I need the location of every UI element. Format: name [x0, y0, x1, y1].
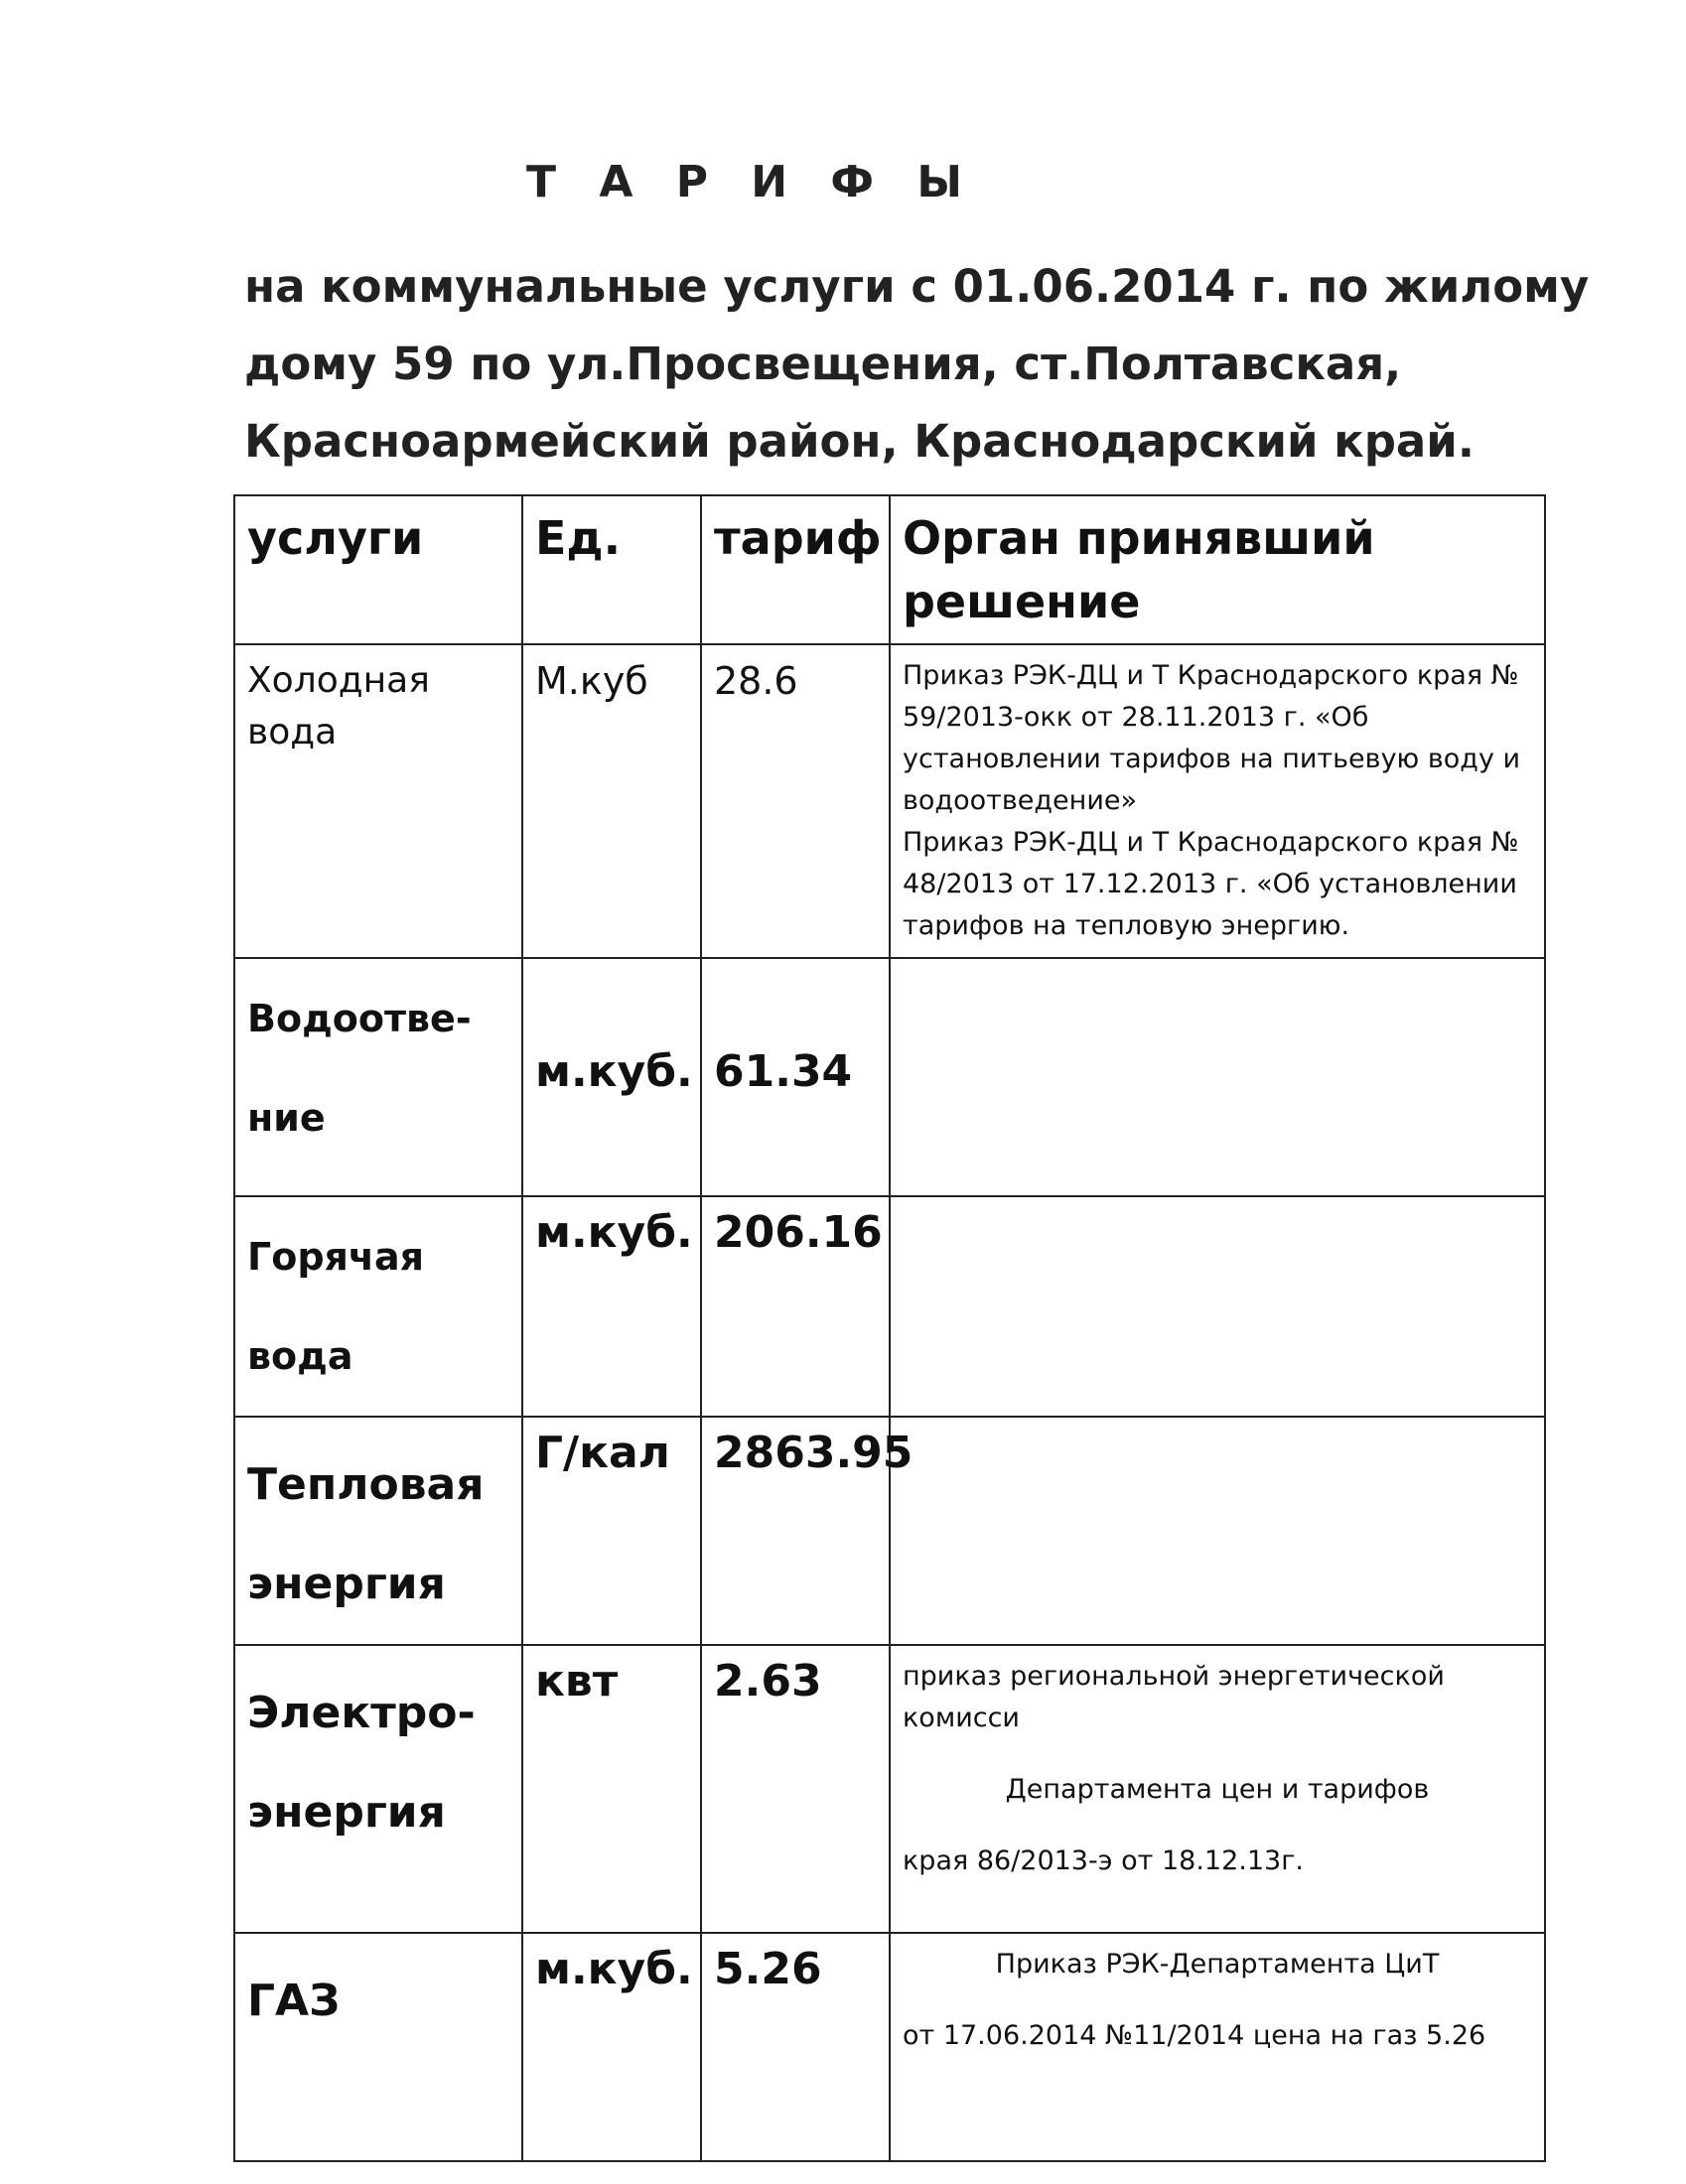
subtitle-line-1: на коммунальные услуги с 01.06.2014 г. по жилому	[244, 260, 1590, 313]
unit-cell: м.куб.	[522, 958, 701, 1196]
tariff-cell: 28.6	[701, 644, 890, 958]
subtitle-line-3: Красноармейский район, Краснодарский край.	[244, 415, 1475, 468]
authority-cell	[890, 644, 1545, 958]
authority-line: от 17.06.2014 №11/2014 цена на газ 5.26	[903, 2020, 1486, 2051]
authority-line: Приказ РЭК-Департамента ЦиТ	[995, 1949, 1440, 1979]
authority-cell	[890, 1417, 1545, 1645]
authority-cell	[890, 1933, 1545, 2161]
header-authority: Орган принявший решение	[890, 495, 1545, 644]
tariff-cell: 2.63	[701, 1645, 890, 1933]
table-row	[234, 958, 1545, 1196]
authority-line: Приказ РЭК-ДЦ и Т Краснодарского края № 48/2013 от 17.12.2013 г. «Об установлении тарифов на тепловую энергию.	[903, 827, 1519, 941]
authority-line: приказ региональной энергетической комисси	[903, 1661, 1445, 1733]
authority-cell	[890, 1645, 1545, 1933]
header-service: услуги	[234, 495, 522, 644]
tariff-cell: 5.26	[701, 1933, 890, 2161]
tariff-cell: 61.34	[701, 958, 890, 1196]
authority-line: края 86/2013-э от 18.12.13г.	[903, 1845, 1304, 1876]
service-cell: Тепловая энергия	[234, 1417, 522, 1645]
service-cell: Водоотве-ние	[234, 958, 522, 1196]
table-row	[234, 1933, 1545, 2161]
service-cell: Электро-энергия	[234, 1645, 522, 1933]
document-subtitle	[244, 248, 1590, 480]
authority-line: Приказ РЭК-ДЦ и Т Краснодарского края № 59/2013-окк от 28.11.2013 г. «Об установлении тарифов на питьевую воду и водоотведение»	[903, 660, 1521, 816]
header-tariff: тариф	[701, 495, 890, 644]
tariff-cell: 206.16	[701, 1196, 890, 1417]
authority-line: Департамента цен и тарифов	[1005, 1774, 1430, 1805]
unit-cell: м.куб.	[522, 1196, 701, 1417]
table-row	[234, 644, 1545, 958]
unit-cell: м.куб.	[522, 1933, 701, 2161]
authority-cell	[890, 958, 1545, 1196]
subtitle-line-2: дому 59 по ул.Просвещения, ст.Полтавская,	[244, 338, 1402, 390]
tariff-cell: 2863.95	[701, 1417, 890, 1645]
unit-cell: квт	[522, 1645, 701, 1933]
unit-cell: Г/кал	[522, 1417, 701, 1645]
table-row	[234, 1417, 1545, 1645]
tariffs-table	[233, 494, 1546, 2162]
table-row	[234, 1196, 1545, 1417]
table-row	[234, 1645, 1545, 1933]
service-cell: ГАЗ	[234, 1933, 522, 2161]
table-header-row	[234, 495, 1545, 644]
authority-cell	[890, 1196, 1545, 1417]
header-unit: Ед.	[522, 495, 701, 644]
document-title: Т А Р И Ф Ы	[526, 157, 976, 207]
unit-cell: М.куб	[522, 644, 701, 958]
service-cell: Холодная вода	[234, 644, 522, 958]
service-cell: Горячая вода	[234, 1196, 522, 1417]
